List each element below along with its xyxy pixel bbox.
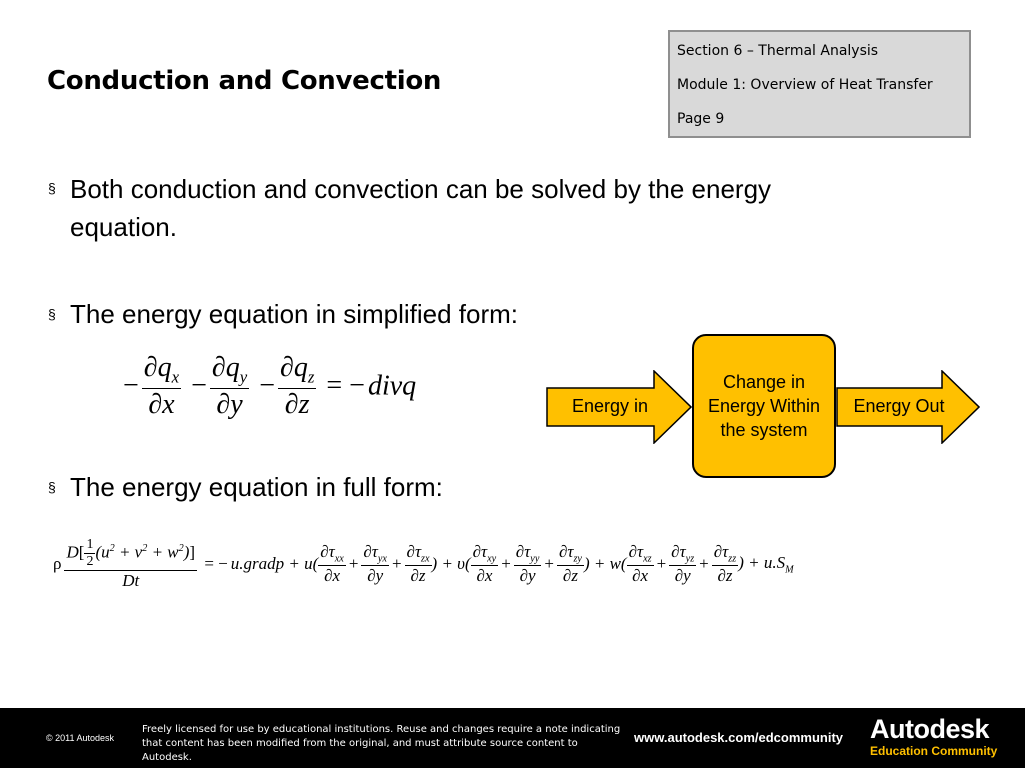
page-label: Page 9	[677, 111, 725, 127]
bullet-marker: §	[48, 306, 56, 322]
change-in-energy-label: Change in Energy Within the system	[707, 372, 821, 440]
bullet-text-line: Both conduction and convection can be solved by the energy	[70, 174, 772, 204]
section-label: Section 6 – Thermal Analysis	[677, 43, 879, 59]
energy-out-label: Energy Out	[853, 396, 945, 416]
bullet-text-line: equation.	[70, 212, 177, 242]
footer-bar	[0, 708, 1025, 768]
bullet-conduction-convection	[70, 170, 890, 246]
bullet-marker: §	[48, 479, 56, 495]
license-line: Freely licensed for use by educational institutions. Reuse and changes require a note indicating	[142, 724, 621, 735]
copyright-text: © 2011 Autodesk	[46, 733, 115, 743]
simplified-energy-equation: − $\frac{\partial q_x}{\partial x}$ − $\frac{\partial q_y}{\partial y}$ − $\frac{\partial q_z}{\partial z}$ = − divq	[123, 352, 417, 420]
education-community-label: Education Community	[870, 744, 998, 758]
license-text	[142, 723, 622, 765]
bullet-simplified-form: The energy equation in simplified form:	[70, 299, 519, 329]
energy-in-label: Energy in	[571, 396, 649, 416]
change-in-energy-box	[692, 334, 836, 478]
module-label: Module 1: Overview of Heat Transfer	[677, 77, 933, 93]
bullet-marker: §	[48, 180, 56, 196]
section-info-box	[668, 30, 971, 138]
full-energy-equation: ρ D[ $\frac{1}{2}$ $(u^2 + v^2 + w^2)$] Dt = − u.gradp + u( $\frac{\partial\tau_{xx}}{\partial x}$ + $\frac{\partial\tau_{yx}}{\partial y}$ + $\frac{\partial\tau_{zx}}{\partial z}$ ) + υ( $\frac{\partial\tau_{xy}}{\partial x}$ + $\frac{\partial\tau_{yy}}{\partial y}$ + $\frac{\partial\tau_{zy}}{\partial z}$ ) + w( $\frac{\partial\tau_{xz}}{\partial x}$ + $\frac{\partial\tau_{yz}}{\partial y}$ + $\frac{\partial\tau_{zz}}{\partial z}$ ) + $u.S_M$	[53, 537, 794, 590]
license-line: that content has been modified from the original, and must attribute source content to Autodesk.	[142, 738, 578, 763]
bullet-full-form: The energy equation in full form:	[70, 472, 443, 502]
autodesk-logo	[870, 714, 997, 758]
autodesk-brand: Autodesk	[870, 714, 990, 744]
slide-title: Conduction and Convection	[47, 66, 442, 96]
edcommunity-link[interactable]: www.autodesk.com/edcommunity	[634, 730, 844, 745]
